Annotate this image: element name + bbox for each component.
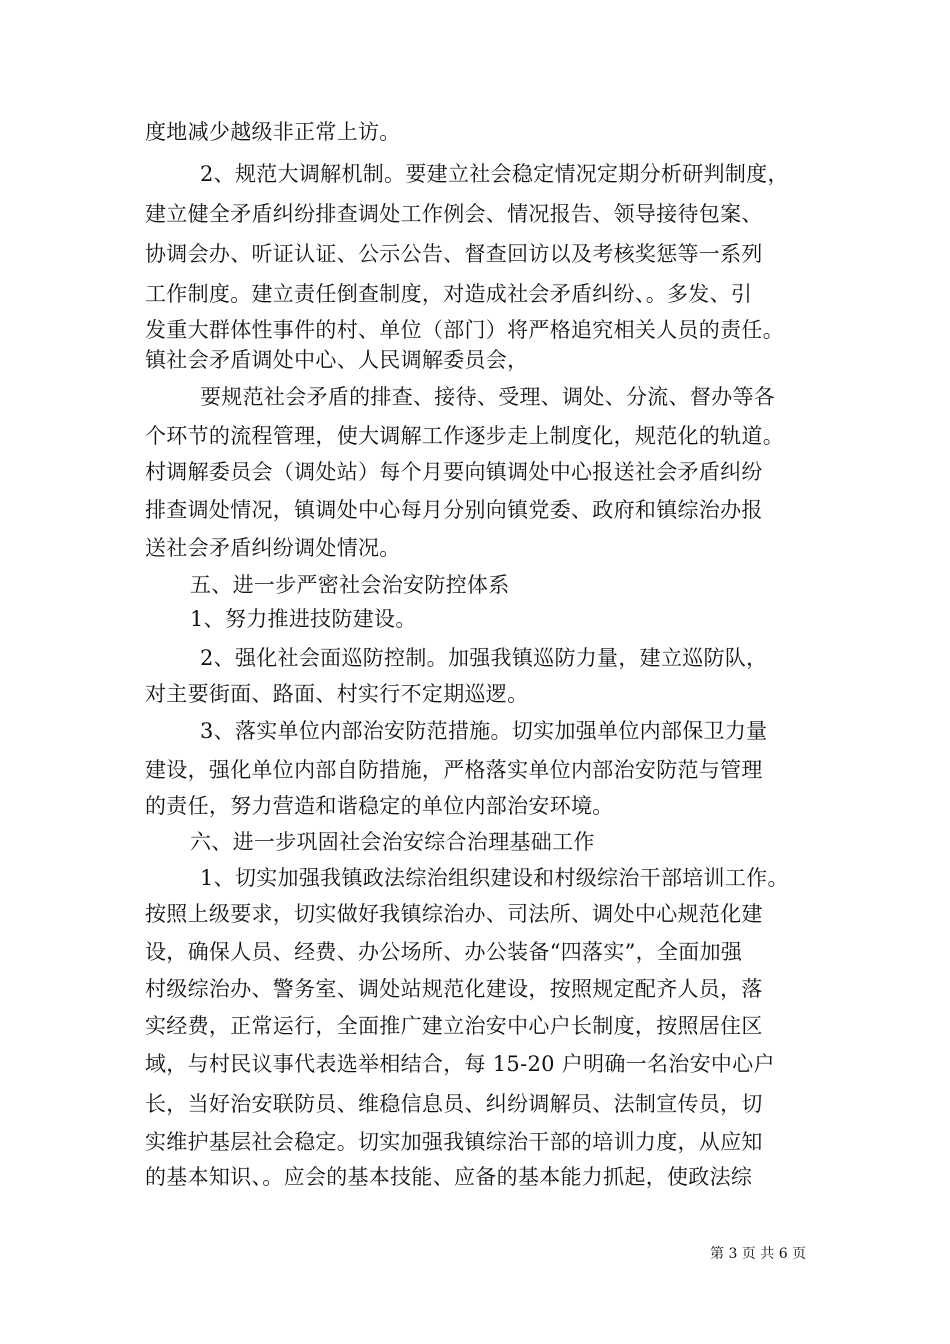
text-line: 排查调处情况，镇调处中心每月分别向镇党委、政府和镇综治办报 — [145, 498, 763, 522]
text-line: 按照上级要求，切实做好我镇综治办、司法所、调处中心规范化建 — [145, 902, 763, 926]
text-line: 村级综治办、警务室、调处站规范化建设，按照规定配齐人员，落 — [145, 977, 763, 1001]
text-line: 建设，强化单位内部自防措施，严格落实单位内部治安防范与管理 — [145, 758, 763, 782]
text-line: 建立健全矛盾纠纷排查调处工作例会、情况报告、领导接待包案、 — [145, 202, 763, 226]
text-line: 协调会办、听证认证、公示公告、督查回访以及考核奖惩等一系列 — [145, 242, 763, 266]
text-line: 2、规范大调解机制。要建立社会稳定情况定期分析研判制度， — [200, 162, 789, 186]
text-line: 1、切实加强我镇政法综治组织建设和村级综治干部培训工作。 — [200, 866, 789, 890]
text-line: 长，当好治安联防员、维稳信息员、纠纷调解员、法制宣传员，切 — [145, 1092, 763, 1116]
text-line: 要规范社会矛盾的排查、接待、受理、调处、分流、督办等各 — [200, 385, 776, 409]
section-heading: 五、进一步严密社会治安防控体系 — [190, 573, 510, 597]
text-line: 实经费，正常运行，全面推广建立治安中心户长制度，按照居住区 — [145, 1014, 763, 1038]
text-line: 发重大群体性事件的村、单位（部门）将严格追究相关人员的责任。 — [145, 318, 784, 342]
text-line: 1、努力推进技防建设。 — [190, 607, 417, 631]
text-line: 的责任，努力营造和谐稳定的单位内部治安环境。 — [145, 794, 614, 818]
text-line: 域，与村民议事代表选举相结合，每 15-20 户明确一名治安中心户 — [145, 1052, 775, 1076]
text-line: 镇社会矛盾调处中心、人民调解委员会， — [145, 348, 529, 372]
text-line: 的基本知识、。应会的基本技能、应备的基本能力抓起，使政法综 — [145, 1165, 753, 1189]
section-heading: 六、进一步巩固社会治安综合治理基础工作 — [190, 830, 595, 854]
text-line: 工作制度。建立责任倒查制度，对造成社会矛盾纠纷、。多发、引 — [145, 282, 753, 306]
text-line: 设，确保人员、经费、办公场所、办公装备“四落实”，全面加强 — [145, 940, 743, 964]
text-line: 度地减少越级非正常上访。 — [145, 120, 401, 144]
text-line: 对主要街面、路面、村实行不定期巡逻。 — [145, 682, 529, 706]
page-number: 第 3 页 共 6 页 — [710, 1246, 807, 1262]
text-line: 村调解委员会（调处站）每个月要向镇调处中心报送社会矛盾纠纷 — [145, 460, 763, 484]
text-line: 送社会矛盾纠纷调处情况。 — [145, 536, 401, 560]
text-line: 2、强化社会面巡防控制。加强我镇巡防力量，建立巡防队， — [200, 646, 768, 670]
text-line: 实维护基层社会稳定。切实加强我镇综治干部的培训力度，从应知 — [145, 1130, 763, 1154]
text-line: 个环节的流程管理，使大调解工作逐步走上制度化，规范化的轨道。 — [145, 424, 784, 448]
text-line: 3、落实单位内部治安防范措施。切实加强单位内部保卫力量 — [200, 719, 768, 743]
